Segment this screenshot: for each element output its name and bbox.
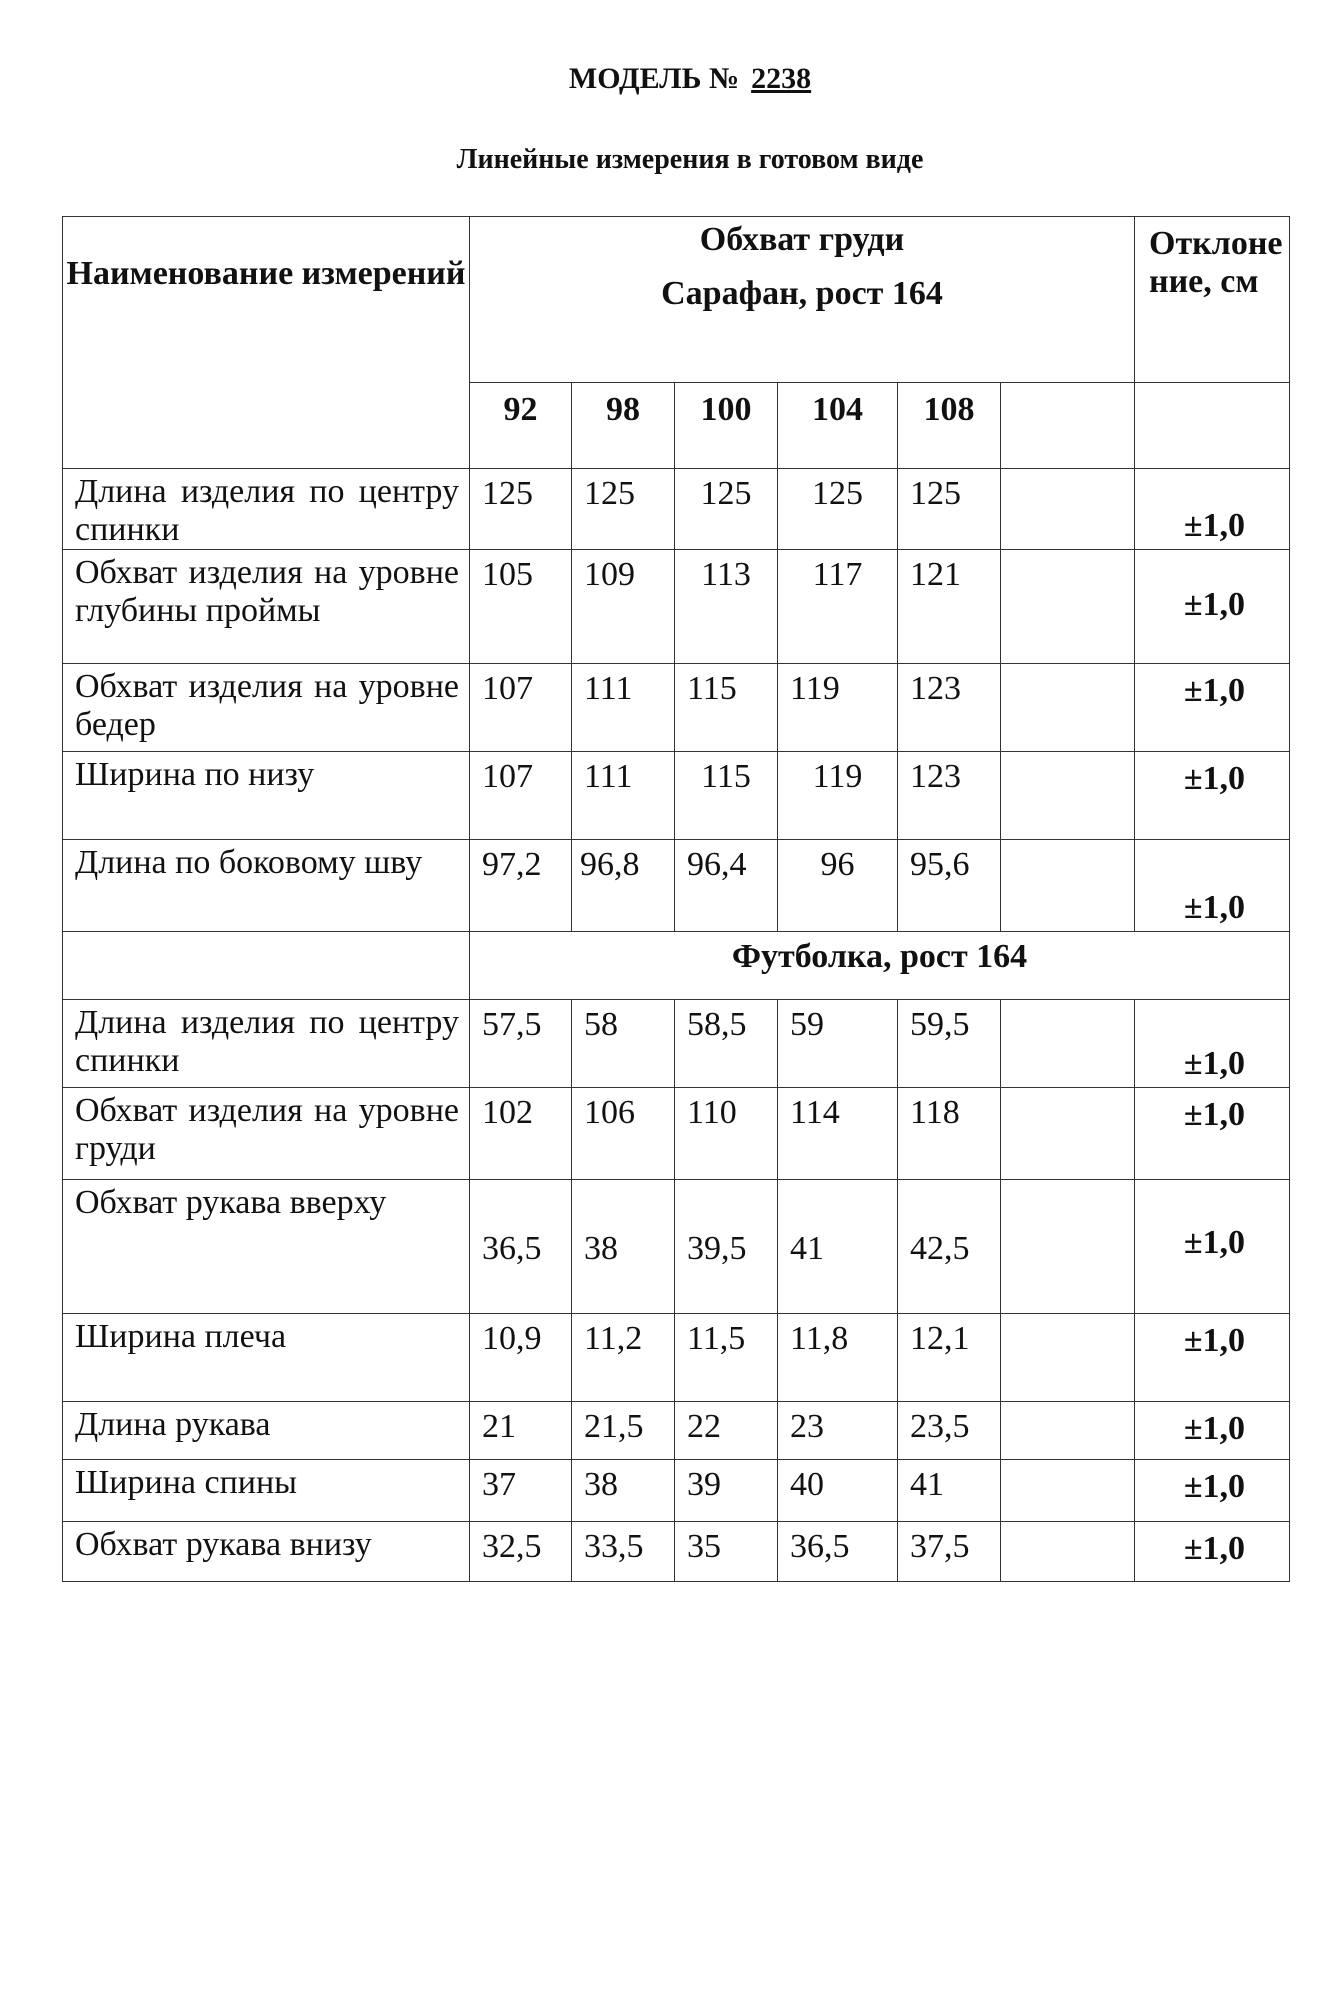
tolerance-value: ±1,0 xyxy=(1135,1460,1290,1522)
measurement-value: 123 xyxy=(898,752,1001,840)
measurement-name: Обхват изделия на уровне бедер xyxy=(63,664,470,752)
measurement-value: 106 xyxy=(572,1088,675,1180)
measurement-value: 111 xyxy=(572,664,675,752)
tolerance-value: ±1,0 xyxy=(1135,1088,1290,1180)
tolerance-header-line1: Отклоне xyxy=(1149,225,1283,262)
table-row xyxy=(63,840,1290,932)
tolerance-value: ±1,0 xyxy=(1135,1314,1290,1402)
measurement-value: 109 xyxy=(572,550,675,664)
table-row xyxy=(63,550,1290,664)
model-number: 2238 xyxy=(751,62,812,95)
measurement-value: 11,2 xyxy=(572,1314,675,1402)
empty-cell xyxy=(1001,1180,1135,1314)
measurement-value: 23 xyxy=(778,1402,898,1460)
measurement-value: 115 xyxy=(675,752,778,840)
measurement-value: 41 xyxy=(778,1180,898,1314)
tolerance-value: ±1,0 xyxy=(1135,1402,1290,1460)
measurement-value: 21,5 xyxy=(572,1402,675,1460)
name-column-header: Наименование измерений xyxy=(63,217,470,469)
model-label: МОДЕЛЬ № xyxy=(568,62,740,95)
page-subtitle: Линейные измерения в готовом виде xyxy=(456,144,924,175)
measurement-value: 107 xyxy=(470,664,572,752)
tolerance-value: ±1,0 xyxy=(1135,550,1290,664)
empty-cell xyxy=(1001,1088,1135,1180)
measurement-value: 39 xyxy=(675,1460,778,1522)
measurement-value: 125 xyxy=(470,469,572,550)
measurement-value: 119 xyxy=(778,664,898,752)
measurement-value: 38 xyxy=(572,1460,675,1522)
table-row xyxy=(63,752,1290,840)
measurement-value: 95,6 xyxy=(898,840,1001,932)
measurement-value: 125 xyxy=(778,469,898,550)
measurement-name: Обхват рукава внизу xyxy=(63,1522,470,1582)
measurement-name: Длина изделия по центру спинки xyxy=(63,469,470,550)
empty-cell xyxy=(1001,1402,1135,1460)
table-row xyxy=(63,1402,1290,1460)
measurement-value: 117 xyxy=(778,550,898,664)
measurement-value: 125 xyxy=(898,469,1001,550)
measurement-value: 41 xyxy=(898,1460,1001,1522)
table-row xyxy=(63,1000,1290,1088)
measurement-value: 114 xyxy=(778,1088,898,1180)
measurement-name: Ширина плеча xyxy=(63,1314,470,1402)
chest-girth-label: Обхват груди xyxy=(699,221,905,258)
measurement-value: 10,9 xyxy=(470,1314,572,1402)
table-row xyxy=(63,469,1290,550)
size-group-header xyxy=(470,217,1135,383)
measurement-value: 22 xyxy=(675,1402,778,1460)
empty-cell xyxy=(1001,1000,1135,1088)
measurement-value: 59,5 xyxy=(898,1000,1001,1088)
tolerance-value: ±1,0 xyxy=(1135,1522,1290,1582)
measurement-value: 107 xyxy=(470,752,572,840)
measurement-value: 59 xyxy=(778,1000,898,1088)
measurement-value: 39,5 xyxy=(675,1180,778,1314)
table-row xyxy=(63,1088,1290,1180)
empty-cell xyxy=(1001,1314,1135,1402)
product2-label: Футболка, рост 164 xyxy=(470,932,1290,1000)
measurement-value: 32,5 xyxy=(470,1522,572,1582)
table-row xyxy=(63,1522,1290,1582)
empty-cell xyxy=(1001,469,1135,550)
measurement-value: 11,5 xyxy=(675,1314,778,1402)
measurement-value: 21 xyxy=(470,1402,572,1460)
measurement-value: 125 xyxy=(572,469,675,550)
measurement-value: 96,4 xyxy=(675,840,778,932)
tolerance-value: ±1,0 xyxy=(1135,752,1290,840)
measurement-value: 37 xyxy=(470,1460,572,1522)
empty-cell xyxy=(1001,840,1135,932)
measurement-value: 36,5 xyxy=(778,1522,898,1582)
empty-cell xyxy=(63,932,470,1000)
measurement-value: 102 xyxy=(470,1088,572,1180)
measurement-value: 123 xyxy=(898,664,1001,752)
tolerance-value: ±1,0 xyxy=(1135,664,1290,752)
measurement-value: 23,5 xyxy=(898,1402,1001,1460)
measurement-value: 97,2 xyxy=(470,840,572,932)
measurement-value: 119 xyxy=(778,752,898,840)
measurement-value: 35 xyxy=(675,1522,778,1582)
tolerance-value: ±1,0 xyxy=(1135,1180,1290,1314)
measurement-value: 58 xyxy=(572,1000,675,1088)
measurement-value: 118 xyxy=(898,1088,1001,1180)
empty-cell xyxy=(1135,383,1290,469)
measurement-name: Ширина спины xyxy=(63,1460,470,1522)
section-row xyxy=(63,932,1290,1000)
measurements-table xyxy=(62,216,1290,1582)
size-header: 98 xyxy=(572,383,675,469)
measurement-value: 40 xyxy=(778,1460,898,1522)
size-header: 104 xyxy=(778,383,898,469)
measurement-value: 37,5 xyxy=(898,1522,1001,1582)
measurement-name: Длина рукава xyxy=(63,1402,470,1460)
measurement-value: 33,5 xyxy=(572,1522,675,1582)
measurement-value: 42,5 xyxy=(898,1180,1001,1314)
empty-cell xyxy=(1001,752,1135,840)
empty-cell xyxy=(1001,550,1135,664)
size-header: 100 xyxy=(675,383,778,469)
tolerance-header-line2: ние, см xyxy=(1149,263,1259,300)
measurement-value: 12,1 xyxy=(898,1314,1001,1402)
measurement-name: Обхват изделия на уровне глубины проймы xyxy=(63,550,470,664)
measurement-name: Длина изделия по центру спинки xyxy=(63,1000,470,1088)
measurement-value: 96 xyxy=(778,840,898,932)
measurement-value: 96,8 xyxy=(572,840,675,932)
measurement-value: 125 xyxy=(675,469,778,550)
measurement-value: 111 xyxy=(572,752,675,840)
measurement-value: 36,5 xyxy=(470,1180,572,1314)
measurement-name: Обхват рукава вверху xyxy=(63,1180,470,1314)
page-title xyxy=(0,62,1333,96)
tolerance-value: ±1,0 xyxy=(1135,469,1290,550)
measurement-name: Ширина по низу xyxy=(63,752,470,840)
tolerance-value: ±1,0 xyxy=(1135,840,1290,932)
measurement-value: 115 xyxy=(675,664,778,752)
table-row xyxy=(63,1180,1290,1314)
size-header: 92 xyxy=(470,383,572,469)
measurement-value: 58,5 xyxy=(675,1000,778,1088)
product1-label: Сарафан, рост 164 xyxy=(661,275,943,312)
table-row xyxy=(63,1460,1290,1522)
size-header: 108 xyxy=(898,383,1001,469)
measurement-value: 38 xyxy=(572,1180,675,1314)
measurement-value: 105 xyxy=(470,550,572,664)
tolerance-column-header xyxy=(1135,217,1290,383)
table-row xyxy=(63,1314,1290,1402)
empty-cell xyxy=(1001,383,1135,469)
measurement-value: 57,5 xyxy=(470,1000,572,1088)
empty-cell xyxy=(1001,1522,1135,1582)
measurement-name: Обхват изделия на уровне груди xyxy=(63,1088,470,1180)
measurement-value: 121 xyxy=(898,550,1001,664)
table-row xyxy=(63,664,1290,752)
measurement-value: 113 xyxy=(675,550,778,664)
tolerance-value: ±1,0 xyxy=(1135,1000,1290,1088)
measurement-name: Длина по боковому шву xyxy=(63,840,470,932)
empty-cell xyxy=(1001,664,1135,752)
measurement-value: 110 xyxy=(675,1088,778,1180)
measurement-value: 11,8 xyxy=(778,1314,898,1402)
empty-cell xyxy=(1001,1460,1135,1522)
